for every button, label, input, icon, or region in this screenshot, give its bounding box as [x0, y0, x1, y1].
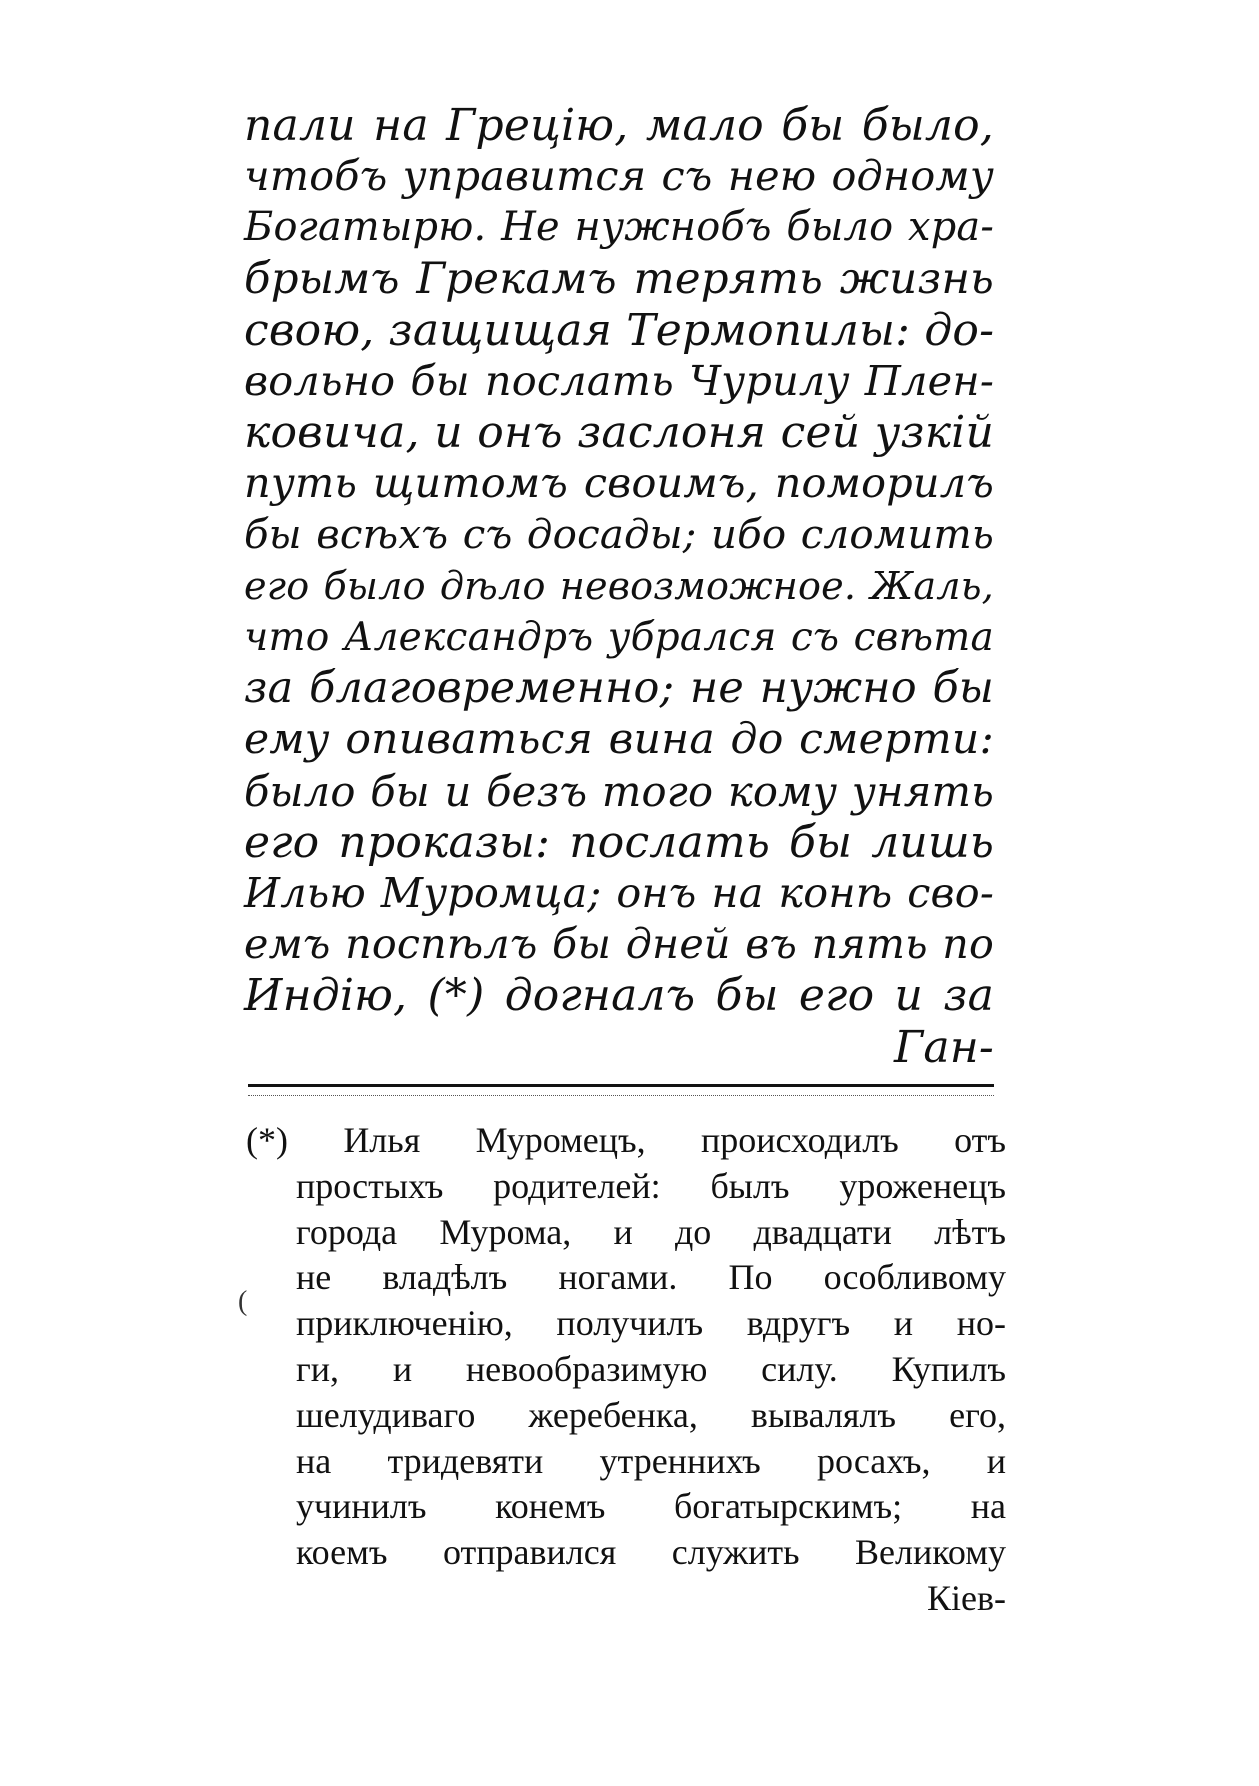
main-text-line: что Александръ убрался съ свѣта	[244, 615, 994, 661]
footnote-line: города Мурома, и до двадцати лѣтъ	[296, 1211, 1006, 1252]
footnote-line: ги, и невообразимую силу. Купилъ	[296, 1348, 1006, 1389]
main-text-line: было бы и безъ того кому унять	[244, 766, 994, 816]
footnote-separator-rule	[248, 1084, 994, 1087]
footnote-block	[246, 1118, 1006, 1622]
main-text-line: ему опиваться вина до смерти:	[244, 715, 994, 765]
footnote-line: учинилъ конемъ богатырскимъ; на	[296, 1486, 1006, 1527]
main-text-line: его было дѣло невозможное. Жаль,	[244, 563, 994, 608]
main-text-line: Илью Муромца; онъ на конѣ сво-	[244, 869, 994, 918]
main-text-block	[244, 100, 994, 1073]
catchword: Ган-	[893, 1021, 994, 1073]
footnote-line: (*) Илья Муромецъ, происходилъ отъ	[246, 1120, 1006, 1160]
main-text-line: бы всѣхъ съ досады; ибо сломить	[244, 511, 994, 558]
margin-mark: (	[238, 1286, 248, 1317]
footnote-line: простыхъ родителей: былъ уроженецъ	[296, 1165, 1006, 1206]
main-text-line: пали на Грецію, мало бы было,	[244, 100, 994, 151]
main-text-line: емъ поспѣлъ бы дней въ пять по	[244, 920, 994, 969]
footnote-catchword: Кіев-	[927, 1577, 1006, 1618]
main-text-line: за благовременно; не нужно бы	[244, 663, 994, 714]
main-text-line: путь щитомъ своимъ, поморилъ	[244, 459, 994, 508]
footnote-line: на тридевяти утреннихъ росахъ, и	[296, 1440, 1006, 1481]
footnote-line: шелудиваго жеребенка, вывалялъ его,	[296, 1394, 1006, 1435]
footnote-line: коемъ отправился служить Великому	[296, 1532, 1006, 1573]
footnote-separator-dotted-rule	[248, 1095, 994, 1096]
main-text-line: свою, защищая Термопилы: до-	[244, 304, 995, 356]
main-text-line: Индію, (*) догналъ бы его и за	[244, 970, 994, 1022]
main-text-line: чтобъ управится съ нею одному	[244, 152, 994, 201]
main-text-line: вольно бы послать Чурилу Плен-	[244, 357, 994, 406]
main-text-line: его проказы: послать бы лишь	[244, 816, 994, 868]
main-text-line: ковича, и онъ заслоня сей узкій	[244, 407, 994, 459]
footnote-line: не владѣлъ ногами. По особливому	[296, 1257, 1006, 1298]
main-text-line: брымъ Грекамъ терять жизнь	[244, 253, 994, 304]
footnote-line: приключенію, получилъ вдругъ и но-	[296, 1303, 1006, 1344]
main-text-line: Богатырю. Не нужнобъ было хра-	[244, 204, 994, 251]
